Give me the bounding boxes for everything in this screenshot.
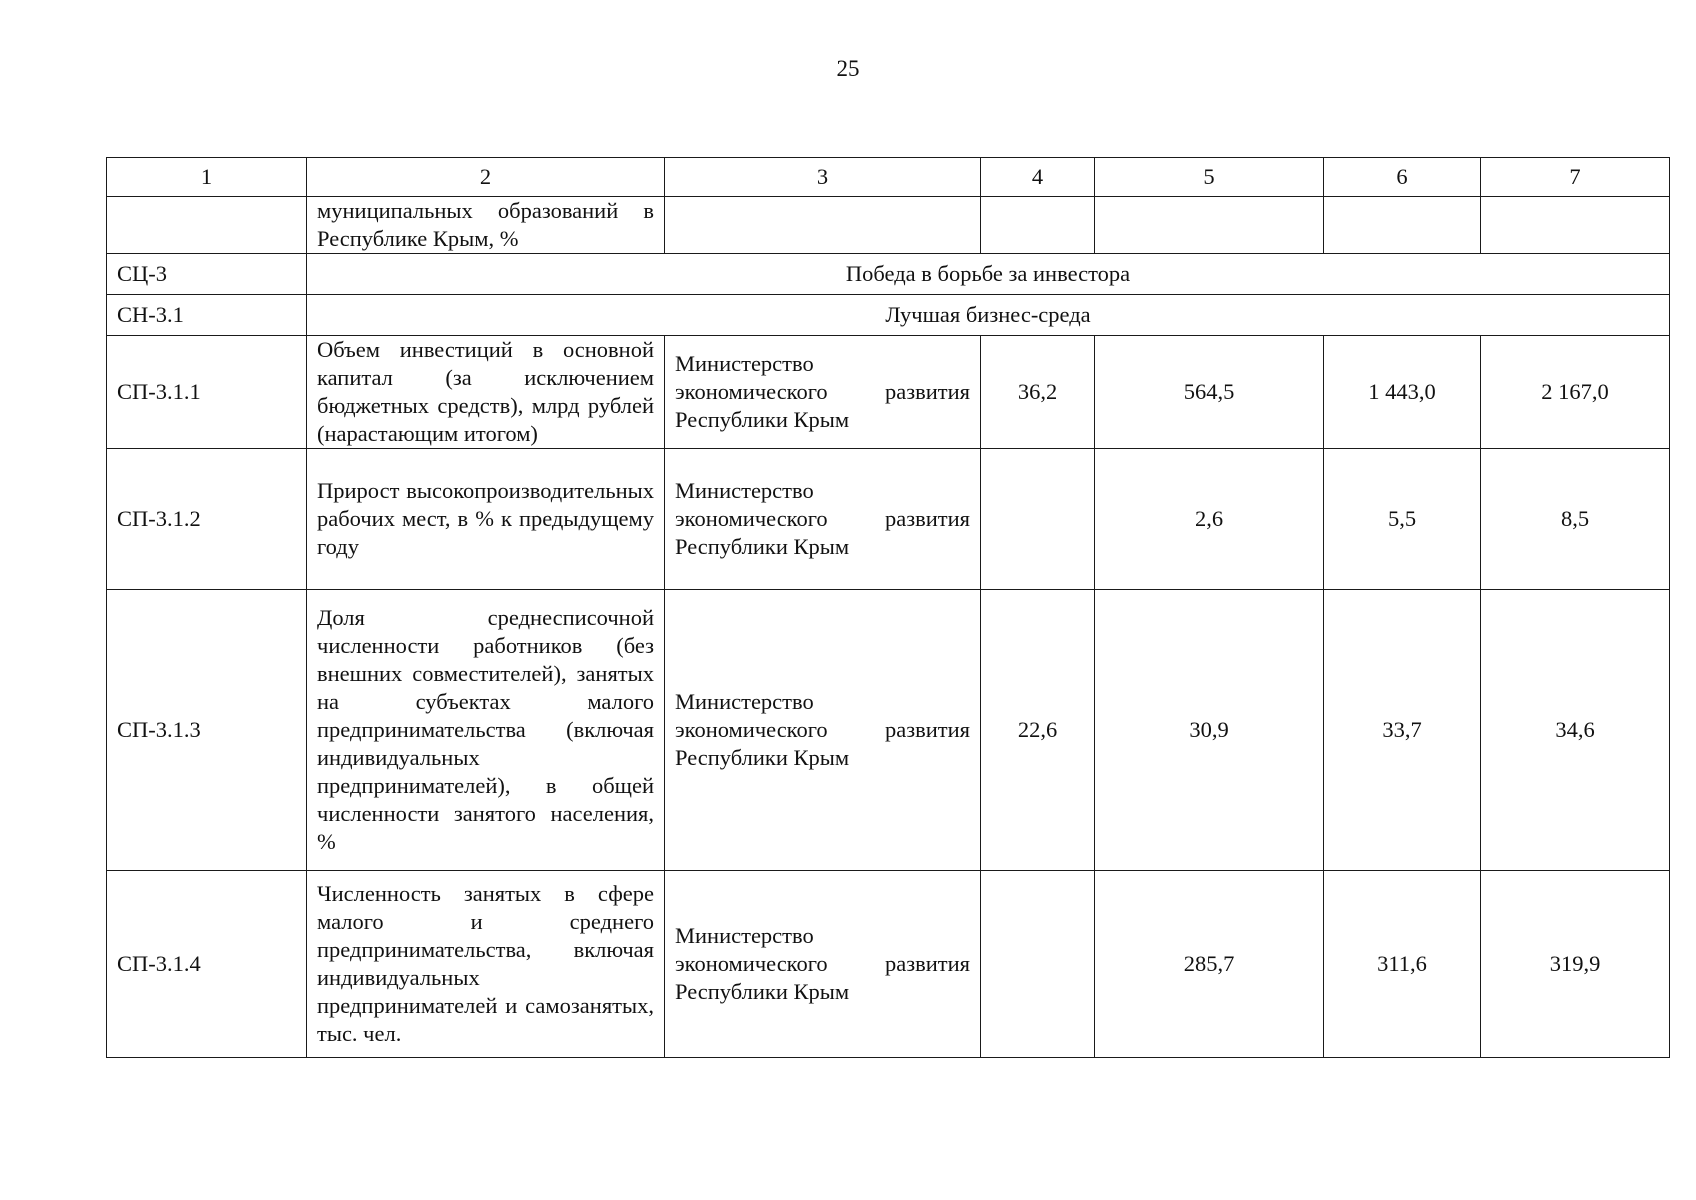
responsible-body: Министерство экономического развития Республики Крым <box>665 449 981 590</box>
value-col-4: 36,2 <box>981 336 1095 449</box>
value-col-6: 5,5 <box>1324 449 1481 590</box>
column-header-2: 2 <box>307 158 665 197</box>
continuation-cell-5 <box>1095 197 1324 254</box>
responsible-body: Министерство экономического развития Республики Крым <box>665 871 981 1058</box>
direction-title: Лучшая бизнес-среда <box>307 295 1670 336</box>
column-header-1: 1 <box>107 158 307 197</box>
goal-code: СЦ-3 <box>107 254 307 295</box>
column-header-7: 7 <box>1481 158 1670 197</box>
value-col-7: 34,6 <box>1481 590 1670 871</box>
table-row <box>107 336 1670 449</box>
value-col-5: 564,5 <box>1095 336 1324 449</box>
indicator-name: Доля среднесписочной численности работников (без внешних совместителей), занятых на субъектах малого предпринимательства (включая индивидуальных предпринимателей), в общей численности занятого населения, % <box>307 590 665 871</box>
column-header-4: 4 <box>981 158 1095 197</box>
responsible-body: Министерство экономического развития Республики Крым <box>665 336 981 449</box>
responsible-body: Министерство экономического развития Республики Крым <box>665 590 981 871</box>
value-col-6: 311,6 <box>1324 871 1481 1058</box>
value-col-6: 1 443,0 <box>1324 336 1481 449</box>
column-header-6: 6 <box>1324 158 1481 197</box>
table-row <box>107 449 1670 590</box>
column-header-5: 5 <box>1095 158 1324 197</box>
continuation-cell-4 <box>981 197 1095 254</box>
continuation-cell-7 <box>1481 197 1670 254</box>
indicator-code: СП-3.1.1 <box>107 336 307 449</box>
value-col-7: 8,5 <box>1481 449 1670 590</box>
continuation-row <box>107 197 1670 254</box>
goal-title: Победа в борьбе за инвестора <box>307 254 1670 295</box>
continuation-indicator-cell: муниципальных образований в Республике Крым, % <box>307 197 665 254</box>
value-col-7: 319,9 <box>1481 871 1670 1058</box>
indicator-code: СП-3.1.2 <box>107 449 307 590</box>
indicator-name: Прирост высокопроизводительных рабочих мест, в % к предыдущему году <box>307 449 665 590</box>
table-row <box>107 590 1670 871</box>
value-col-5: 30,9 <box>1095 590 1324 871</box>
indicator-name: Численность занятых в сфере малого и среднего предпринимательства, включая индивидуальных предпринимателей и самозанятых, тыс. чел. <box>307 871 665 1058</box>
direction-code: СН-3.1 <box>107 295 307 336</box>
page-number: 25 <box>836 56 860 81</box>
indicators-table <box>106 157 1670 1058</box>
indicator-code: СП-3.1.3 <box>107 590 307 871</box>
table-row <box>107 871 1670 1058</box>
indicator-name: Объем инвестиций в основной капитал (за исключением бюджетных средств), млрд рублей (нарастающим итогом) <box>307 336 665 449</box>
value-col-7: 2 167,0 <box>1481 336 1670 449</box>
value-col-6: 33,7 <box>1324 590 1481 871</box>
column-header-3: 3 <box>665 158 981 197</box>
continuation-cell-6 <box>1324 197 1481 254</box>
continuation-code-cell <box>107 197 307 254</box>
header-row <box>107 158 1670 197</box>
direction-row <box>107 295 1670 336</box>
continuation-responsible-cell <box>665 197 981 254</box>
indicator-code: СП-3.1.4 <box>107 871 307 1058</box>
value-col-5: 285,7 <box>1095 871 1324 1058</box>
value-col-4 <box>981 449 1095 590</box>
value-col-5: 2,6 <box>1095 449 1324 590</box>
value-col-4 <box>981 871 1095 1058</box>
goal-row <box>107 254 1670 295</box>
value-col-4: 22,6 <box>981 590 1095 871</box>
